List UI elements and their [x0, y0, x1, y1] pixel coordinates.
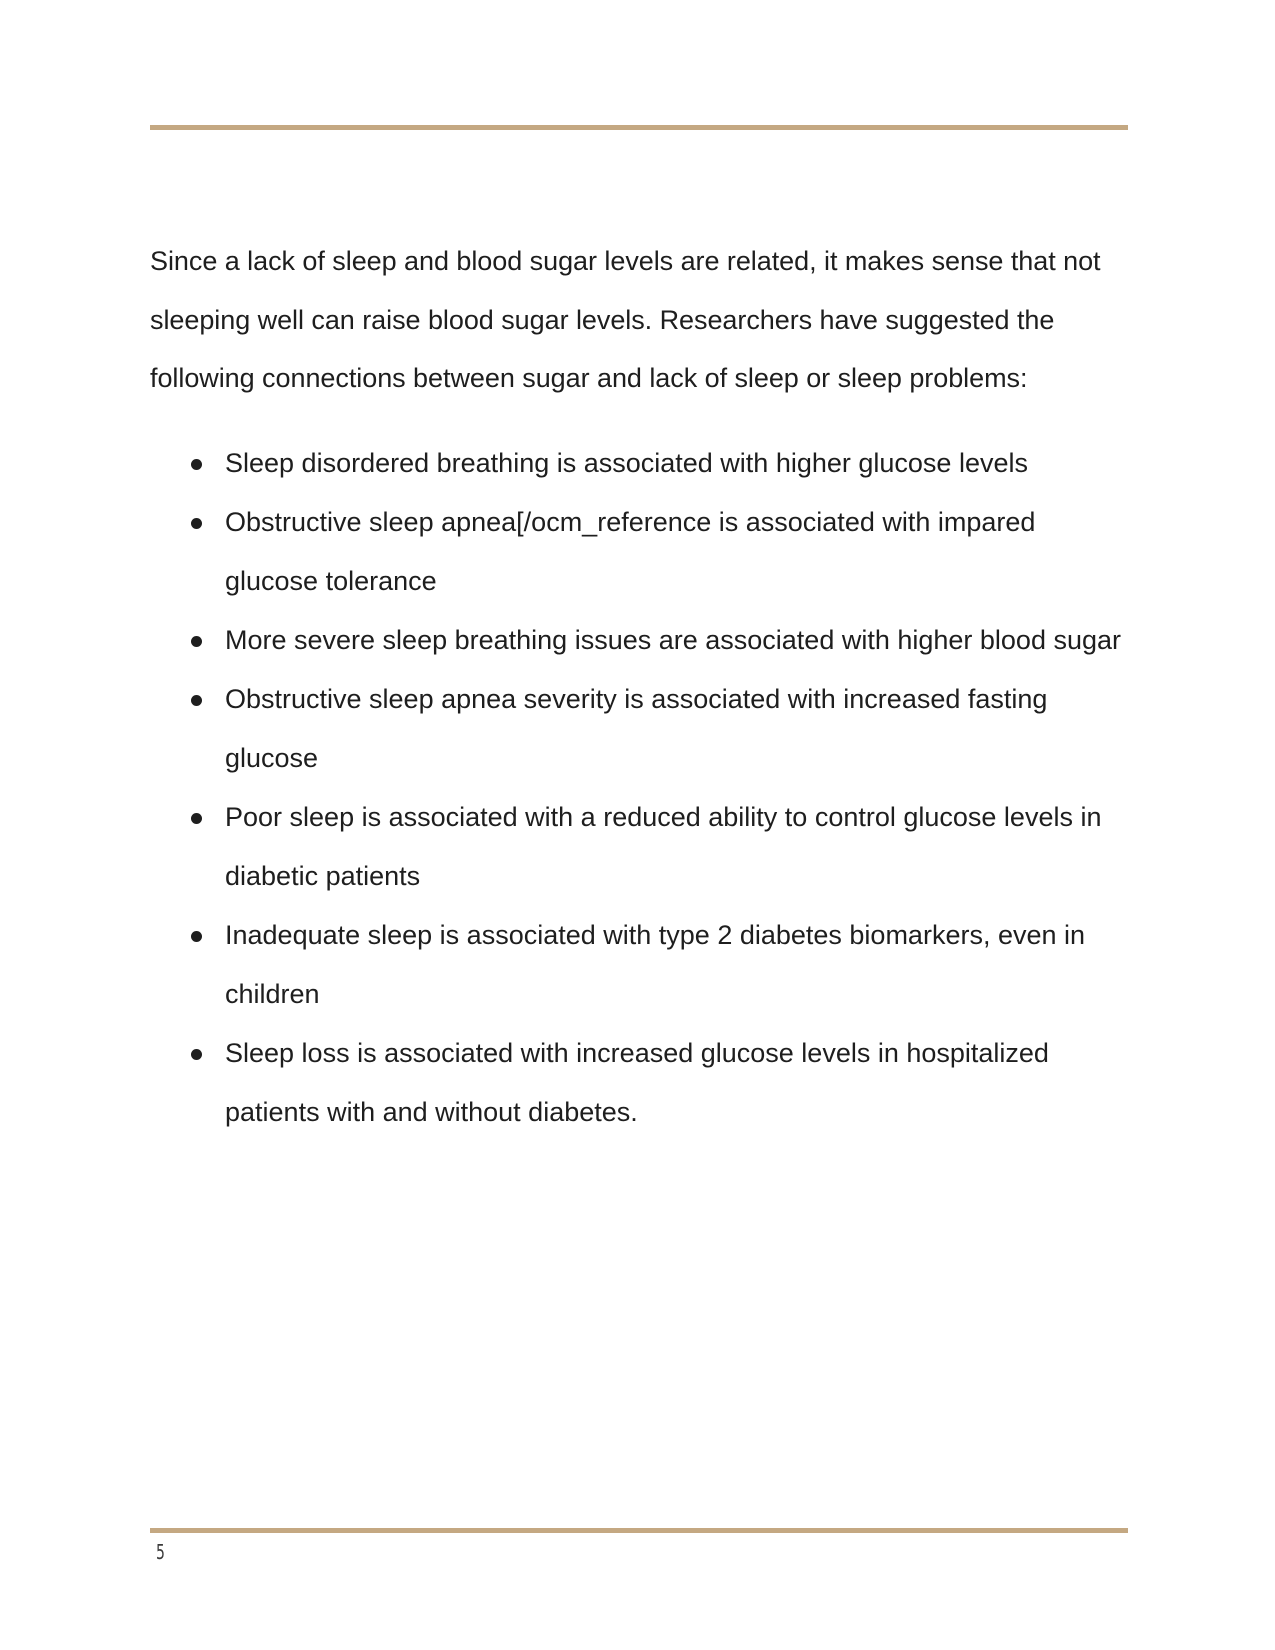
header-divider — [150, 125, 1128, 130]
page-number: 5 — [156, 1540, 165, 1564]
bullet-icon — [191, 459, 202, 470]
list-item-text: Obstructive sleep apnea[/ocm_reference is associated with impared glucose tolerance — [225, 506, 1036, 596]
footer-divider — [150, 1528, 1128, 1533]
intro-paragraph: Since a lack of sleep and blood sugar levels are related, it makes sense that not sleeping well can raise blood sugar levels. Researchers have suggested the following connections between sugar and lack of sleep or sleep problems: — [150, 246, 1101, 393]
list-item — [150, 493, 1130, 611]
list-item — [150, 906, 1130, 1024]
list-item-text: Sleep disordered breathing is associated with higher glucose levels — [225, 447, 1028, 478]
list-item — [150, 1024, 1130, 1142]
bullet-icon — [191, 518, 202, 529]
bullet-icon — [191, 636, 202, 647]
page-body — [150, 232, 1130, 1142]
list-item — [150, 788, 1130, 906]
bullet-icon — [191, 695, 202, 706]
list-item — [150, 611, 1130, 670]
list-item — [150, 434, 1130, 493]
connections-list — [150, 434, 1130, 1142]
list-item-text: Poor sleep is associated with a reduced ability to control glucose levels in diabetic patients — [225, 801, 1102, 891]
list-item-text: Inadequate sleep is associated with type 2 diabetes biomarkers, even in children — [225, 919, 1086, 1009]
list-item-text: Sleep loss is associated with increased glucose levels in hospitalized patients with and without diabetes. — [225, 1037, 1049, 1127]
list-item-text: More severe sleep breathing issues are associated with higher blood sugar — [225, 624, 1122, 655]
list-item-text: Obstructive sleep apnea severity is associated with increased fasting glucose — [225, 683, 1048, 773]
bullet-icon — [191, 1049, 202, 1060]
list-item — [150, 670, 1130, 788]
bullet-icon — [191, 931, 202, 942]
bullet-icon — [191, 813, 202, 824]
